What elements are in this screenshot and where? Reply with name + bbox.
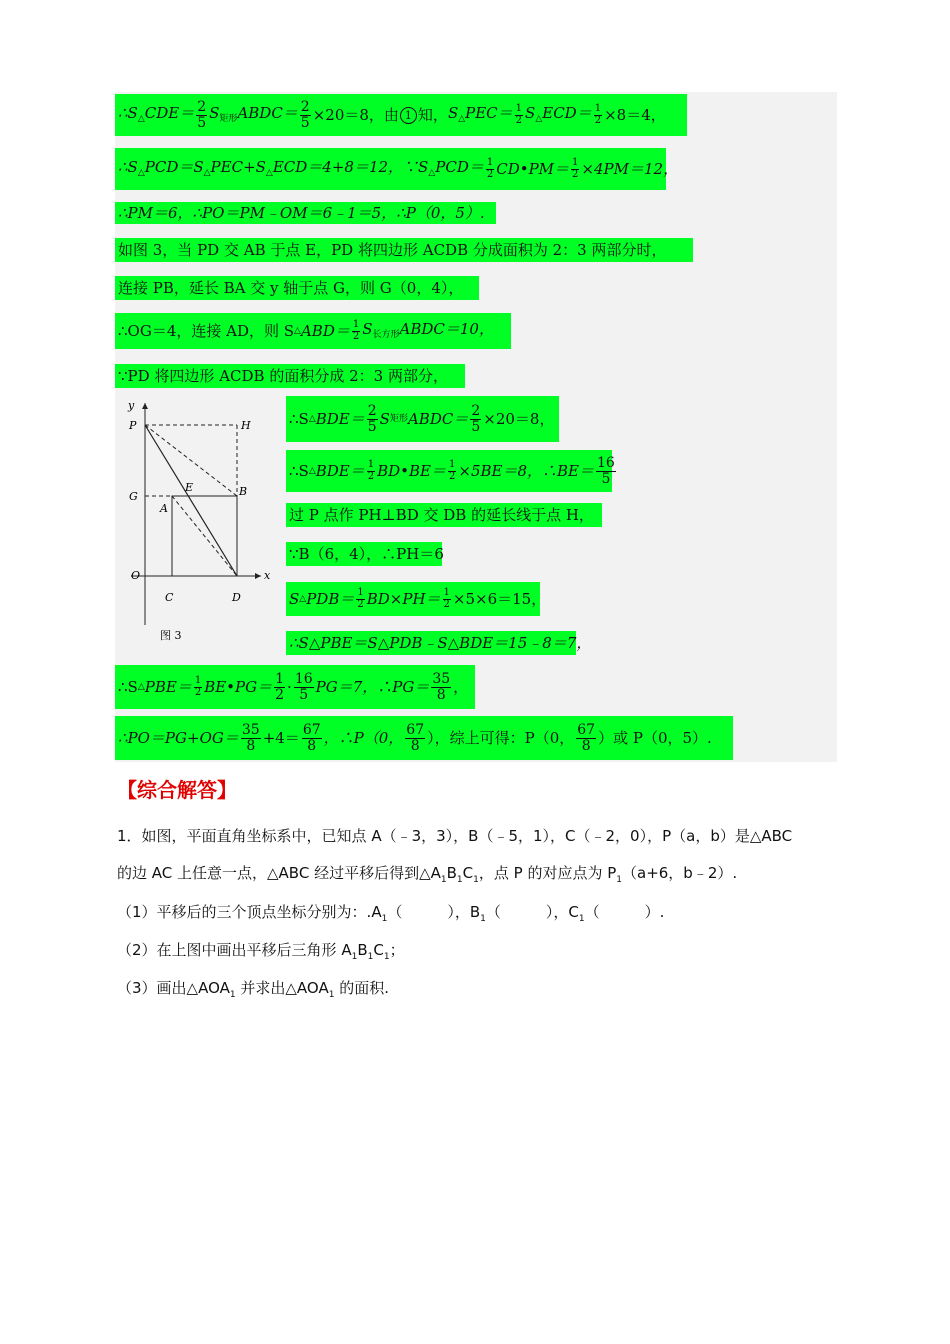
solution-line-13: ∴S△PBE＝S△PDB﹣S△BDE＝15﹣8＝7， [286, 631, 576, 655]
figure-caption: 图 3 [160, 629, 182, 642]
solution-line-4: 如图 3，当 PD 交 AB 于点 E，PD 将四边形 ACDB 分成面积为 2：3 两部分时， [115, 238, 693, 262]
label-e: E [185, 481, 194, 494]
label-d: D [232, 591, 241, 604]
solution-line-7: ∵PD 将四边形 ACDB 的面积分成 2：3 两部分， [115, 364, 465, 388]
question-line-1: 1．如图，平面直角坐标系中，已知点 A（﹣3，3），B（﹣5，1），C（﹣2，0），P（a，b）是△ABC [117, 827, 793, 845]
solution-line-11: ∵B（6，4），∴PH＝6 [286, 542, 442, 566]
label-y: y [128, 399, 135, 412]
solution-line-6: ∴OG＝4，连接 AD，则 S △ ABD＝ $\frac{1}{2}$ $S_{长方形}ABDC=10$， [115, 313, 511, 349]
segment-pd [145, 425, 237, 576]
label-x: x [264, 569, 271, 582]
question-part-3: （3）画出$\triangle AOA_1$ 并求出$\triangle AOA_1$ 的面积. [117, 979, 390, 1000]
solution-line-3: ∴PM＝6，∴PO＝PM﹣OM＝6﹣1＝5，∴P（0，5）. [115, 202, 496, 224]
figure-3 [116, 395, 286, 650]
solution-line-14: ∴S △ PBE＝ $\frac{1}{2}$ BE•PG＝ $\frac{1}{2}$ · $\frac{16}{5}$ PG＝7，∴PG＝ $\frac{35}{8}$ ， [115, 665, 475, 709]
question-part-1: （1）平移后的三个顶点坐标分别为：$.A_1$（ ），$B_1$（ ），$C_1$（ ）. [117, 903, 665, 924]
label-a: A [160, 502, 168, 515]
question-part-2: （2）在上图中画出平移后三角形 $A_1B_1C_1$； [117, 941, 405, 962]
solution-line-1: $\therefore S_\triangle CDE=$ $\frac{2}{5}$ $S_{矩形}ABDC=$ $\frac{2}{5}$ ×20＝8，由 1 知， $S_\triangle PEC=$ $\frac{1}{2}$ $S_\triangle ECD=$ $\frac{1}{2}$ ×8＝4， [115, 94, 687, 136]
label-c: C [165, 591, 174, 604]
solution-line-10: 过 P 点作 PH⊥BD 交 DB 的延长线于点 H， [286, 503, 602, 527]
solution-line-12: S △ PDB＝ $\frac{1}{2}$ BD×PH＝ $\frac{1}{2}$ ×5×6＝15， [286, 582, 540, 616]
label-b: B [239, 485, 248, 498]
label-h: H [241, 419, 251, 432]
circled-number: 1 [400, 107, 417, 124]
coordinate-diagram [116, 395, 286, 650]
label-p: P [129, 419, 137, 432]
solution-line-9: ∴S △ BDE＝ $\frac{1}{2}$ BD•BE＝ $\frac{1}{2}$ ×5BE＝8，∴BE＝ $\frac{16}{5}$ [286, 450, 612, 492]
label-g: G [129, 490, 138, 503]
section-title: 【综合解答】 [117, 778, 237, 802]
solution-line-5: 连接 PB，延长 BA 交 y 轴于点 G，则 G（0，4）， [115, 276, 479, 300]
solution-line-2: $\therefore S_\triangle PCD=S_\triangle PEC+S_\triangle ECD=4+8=12$，$\because S_\triangle PCD=$ $\frac{1}{2}$ CD•PM＝ $\frac{1}{2}$ ×4PM＝12， [115, 148, 666, 190]
label-o: O [131, 569, 141, 582]
solution-line-8: ∴S △ BDE＝ $\frac{2}{5}$ S 矩形 ABDC＝ $\frac{2}{5}$ ×20＝8， [286, 396, 559, 442]
solution-line-15: ∴PO＝PG+OG＝ $\frac{35}{8}$ +4＝ $\frac{67}{8}$ ，∴P（0， $\frac{67}{8}$ ），综上可得：P（0， $\frac{67}{8}$ ）或 P（0，5）. [115, 716, 733, 760]
question-line-2: 的边 AC 上任意一点，△ABC 经过平移后得到$\triangle A_1B_1C_1$，点 P 的对应点为 $P_1(a+6$，b﹣2）. [117, 864, 738, 885]
